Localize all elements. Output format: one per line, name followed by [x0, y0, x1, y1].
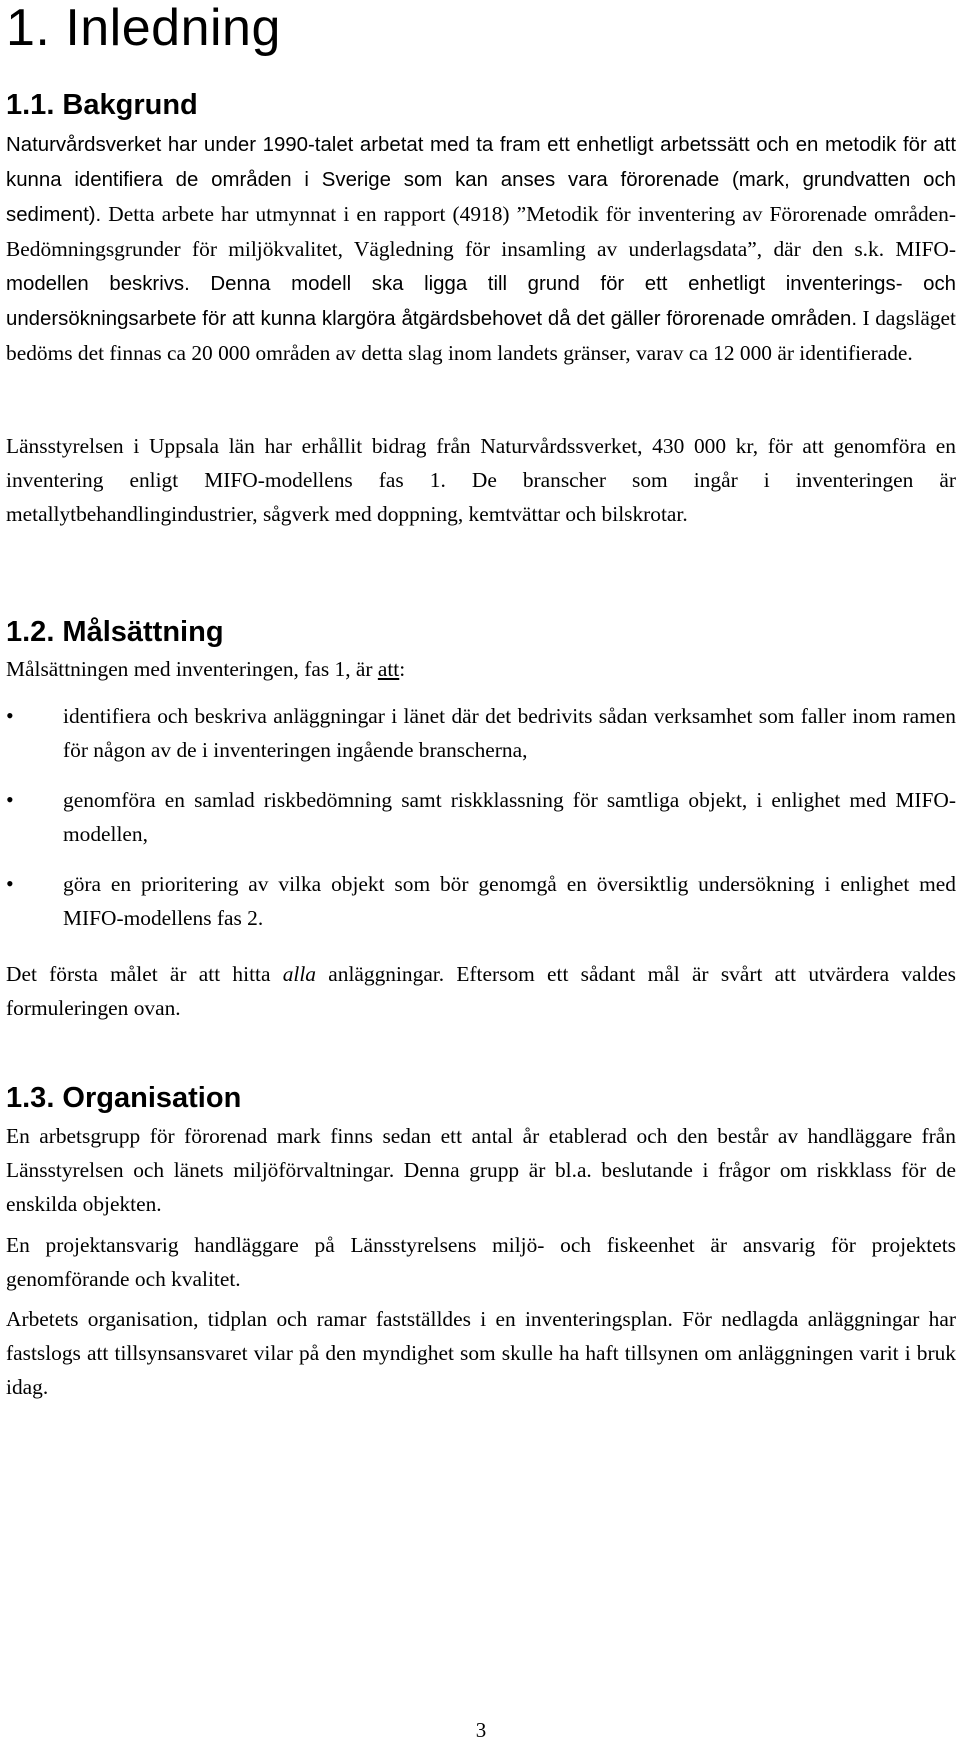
- paragraph-text-sans: modellen beskrivs.: [6, 273, 190, 295]
- paragraph-malsattning-intro: [6, 652, 956, 686]
- bullet-icon: •: [6, 703, 14, 728]
- bullet-icon: •: [6, 787, 14, 812]
- bullet-icon: •: [6, 871, 14, 896]
- list-item: [6, 867, 956, 935]
- paragraph-text-serif: I dagsläget bedöms det finnas ca 20 000 områden av detta slag inom landets gränser, varav ca 12 000 är identifierade.: [6, 306, 956, 365]
- chapter-title: 1. Inledning: [6, 0, 281, 57]
- section-heading-organisation: 1.3. Organisation: [6, 1082, 242, 1114]
- paragraph-malsattning-closing: [6, 957, 956, 1025]
- intro-text: Målsättningen med inventeringen, fas 1, är: [6, 657, 378, 681]
- list-item-text: göra en prioritering av vilka objekt som bör genomgå en översiktlig undersökning i enlighet med MIFO-modellens fas 2.: [63, 872, 956, 930]
- closing-text: Det första målet är att hitta: [6, 962, 283, 986]
- paragraph-text-serif: Detta arbete har utmynnat i en rapport (4918) ”Metodik för inventering av Förorenade områden-Bedömningsgrunder för miljökvalitet, Vägledning för insamling av underlagsdata”, där den s.k. MIFO-: [6, 202, 956, 261]
- goal-list: [6, 699, 956, 935]
- section-heading-malsattning: 1.2. Målsättning: [6, 616, 224, 648]
- paragraph-text-sans: Naturvårdsverket har under 1990-talet arbetat med ta fram ett enhetligt arbetssätt och en metodik för att kunna identifiera de områden i Sverige som kan anses vara förorenade (mark, grundvatten och sediment).: [6, 134, 956, 226]
- paragraph-bakgrund-2: Länsstyrelsen i Uppsala län har erhållit bidrag från Naturvårdssverket, 430 000 kr, för att genomföra en inventering enligt MIFO-modellens fas 1. De branscher som ingår i inventeringen är metallytbehandlingindustrier, sågverk med doppning, kemtvättar och bilskrotar.: [6, 434, 956, 526]
- paragraph-organisation-1: En arbetsgrupp för förorenad mark finns sedan ett antal år etablerad och den består av handläggare från Länsstyrelsen och länets miljöförvaltningar. Denna grupp är bl.a. beslutande i frågor om riskklass för de enskilda objekten.: [6, 1124, 956, 1216]
- page-number: 3: [475, 1718, 487, 1742]
- paragraph-bakgrund-1: [6, 127, 956, 370]
- paragraph-organisation-2: En projektansvarig handläggare på Länsstyrelsens miljö- och fiskeenhet är ansvarig för projektets genomförande och kvalitet.: [6, 1233, 956, 1291]
- list-item: [6, 699, 956, 767]
- list-item-text: identifiera och beskriva anläggningar i länet där det bedrivits sådan verksamhet som faller inom ramen för någon av de i inventeringen ingående branscherna,: [63, 704, 956, 762]
- paragraph-organisation-3: Arbetets organisation, tidplan och ramar fastställdes i en inventeringsplan. För nedlagda anläggningar har fastslogs att tillsynsansvaret vilar på den myndighet som skulle ha haft tillsynen om anläggningen varit i bruk idag.: [6, 1307, 956, 1399]
- intro-underlined-word: att: [377, 657, 400, 681]
- closing-text: anläggningar. Eftersom ett sådant mål är svårt att utvärdera valdes formuleringen ovan.: [6, 962, 956, 1020]
- section-heading-bakgrund: 1.1. Bakgrund: [6, 89, 198, 121]
- list-item-text: genomföra en samlad riskbedömning samt riskklassning för samtliga objekt, i enlighet med MIFO-modellen,: [63, 788, 956, 846]
- intro-colon: :: [399, 657, 406, 681]
- closing-italic-word: alla: [282, 962, 316, 986]
- paragraph-text-sans: Denna modell ska ligga till grund för ett enhetligt inventerings- och undersökningsarbete för att kunna klargöra åtgärdsbehovet då det gäller förorenade områden.: [6, 273, 956, 330]
- list-item: [6, 783, 956, 851]
